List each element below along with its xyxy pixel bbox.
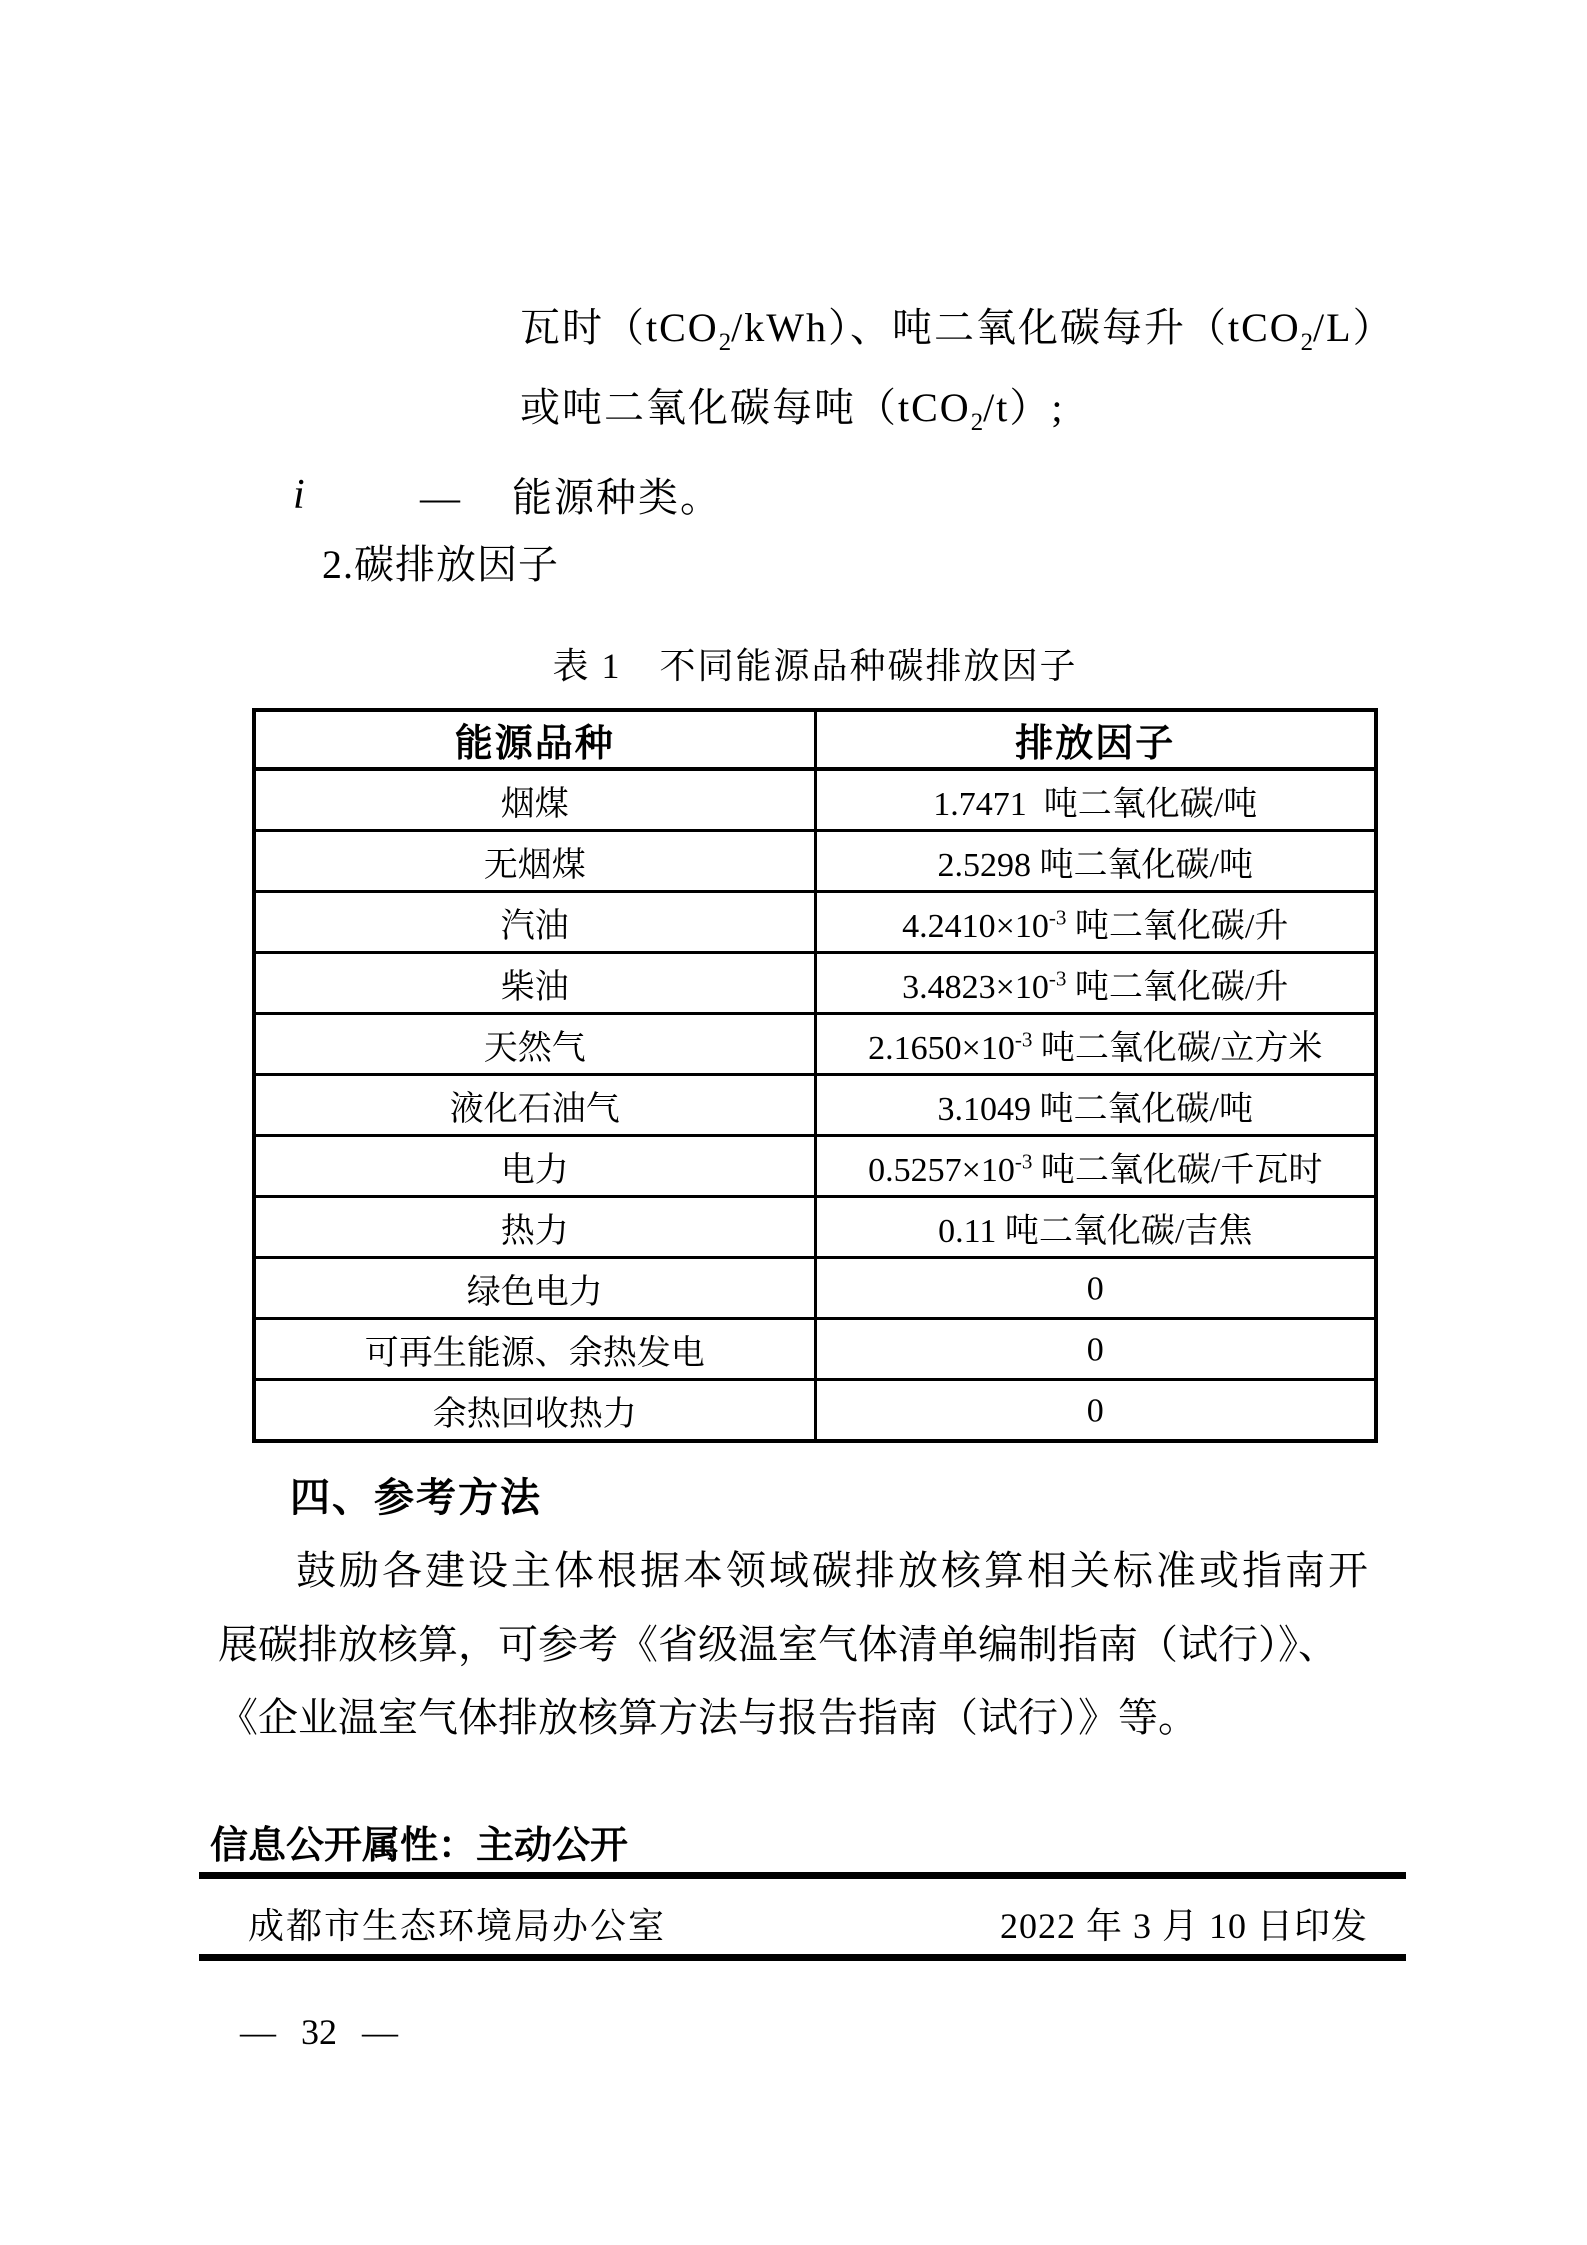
intro-line-1-text: /kWh）、吨二氧化碳每升（tCO — [731, 305, 1301, 350]
issuing-office: 成都市生态环境局办公室 — [248, 1906, 667, 1946]
factor-cell — [815, 769, 1376, 831]
page-number: — 32 — — [240, 2012, 398, 2052]
energy-cell: 烟煤 — [254, 769, 815, 831]
section-2-heading: 2.碳排放因子 — [322, 542, 559, 587]
factor-value: 2.5298 吨二氧化碳/吨 — [937, 846, 1253, 884]
paragraph-line-2: 展碳排放核算，可参考《省级温室气体清单编制指南（试行）》、 — [218, 1622, 1338, 1667]
energy-cell: 天然气 — [254, 1014, 815, 1075]
factor-cell — [815, 1014, 1376, 1075]
table-row — [254, 1197, 1376, 1258]
disclosure-attribute-line — [210, 1827, 628, 1865]
paragraph-line-1: 鼓励各建设主体根据本领域碳排放核算相关标准或指南开 — [296, 1548, 1371, 1593]
factor-cell — [815, 1380, 1376, 1442]
factor-cell — [815, 953, 1376, 1014]
factor-cell — [815, 1197, 1376, 1258]
intro-line-2-text: 或吨二氧化碳每吨（tCO — [520, 385, 971, 430]
factor-value: 3.4823×10 — [902, 968, 1049, 1006]
intro-line-1 — [520, 305, 1395, 356]
energy-cell: 柴油 — [254, 953, 815, 1014]
table-row — [254, 831, 1376, 892]
table-row — [254, 1380, 1376, 1442]
variable-definition: 能源种类。 — [512, 475, 722, 520]
factor-unit: 吨二氧化碳/升 — [1066, 968, 1289, 1006]
energy-cell: 汽油 — [254, 892, 815, 953]
energy-type-header: 能源品种 — [254, 710, 815, 769]
table-row — [254, 1014, 1376, 1075]
co2-subscript: 2 — [718, 329, 732, 356]
table-row — [254, 1319, 1376, 1380]
energy-cell: 余热回收热力 — [254, 1380, 815, 1442]
footer-rule-bottom — [199, 1954, 1406, 1961]
footer-rule-top — [199, 1872, 1406, 1879]
variable-symbol: i — [293, 472, 305, 518]
table-header-row — [254, 710, 1376, 769]
factor-value: 4.2410×10 — [902, 907, 1049, 945]
disclosure-attribute-value: 主动公开 — [476, 1825, 629, 1867]
factor-unit: 吨二氧化碳/升 — [1066, 907, 1289, 945]
factor-value: 2.1650×10 — [868, 1029, 1015, 1067]
table-row — [254, 769, 1376, 831]
paragraph-line-3: 《企业温室气体排放核算方法与报告指南（试行）》等。 — [218, 1695, 1198, 1740]
factor-value: 0 — [1086, 1331, 1104, 1369]
section-4-heading: 四、参考方法 — [290, 1476, 542, 1520]
energy-cell: 电力 — [254, 1136, 815, 1197]
factor-value: 0.11 吨二氧化碳/吉焦 — [938, 1212, 1253, 1250]
factor-cell — [815, 1319, 1376, 1380]
factor-value: 0 — [1086, 1270, 1104, 1308]
factor-exponent: -3 — [1048, 966, 1067, 991]
definition-dash: — — [420, 475, 460, 520]
table-row — [254, 1075, 1376, 1136]
emission-factor-header: 排放因子 — [815, 710, 1376, 769]
factor-cell — [815, 892, 1376, 953]
factor-value: 3.1049 吨二氧化碳/吨 — [937, 1090, 1253, 1128]
factor-value: 0 — [1086, 1392, 1104, 1430]
factor-value: 1.7471 吨二氧化碳/吨 — [933, 785, 1258, 823]
table-row — [254, 1258, 1376, 1319]
factor-exponent: -3 — [1014, 1149, 1033, 1174]
energy-cell: 无烟煤 — [254, 831, 815, 892]
co2-subscript: 2 — [1300, 329, 1314, 356]
factor-cell — [815, 1136, 1376, 1197]
factor-cell — [815, 1258, 1376, 1319]
issue-date: 2022 年 3 月 10 日印发 — [999, 1906, 1368, 1946]
factor-exponent: -3 — [1014, 1027, 1033, 1052]
factor-cell — [815, 831, 1376, 892]
table-caption: 表 1 不同能源品种碳排放因子 — [552, 646, 1078, 686]
table-row — [254, 1136, 1376, 1197]
factor-unit: 吨二氧化碳/立方米 — [1032, 1029, 1323, 1067]
factor-unit: 吨二氧化碳/千瓦时 — [1032, 1151, 1323, 1189]
energy-cell: 热力 — [254, 1197, 815, 1258]
energy-cell: 可再生能源、余热发电 — [254, 1319, 815, 1380]
co2-subscript: 2 — [970, 409, 984, 436]
disclosure-attribute-label: 信息公开属性： — [210, 1825, 477, 1867]
energy-cell: 绿色电力 — [254, 1258, 815, 1319]
intro-line-1-text: 瓦时（tCO — [520, 305, 719, 350]
factor-value: 0.5257×10 — [868, 1151, 1015, 1189]
intro-line-1-text: /L） — [1313, 305, 1395, 350]
table-row — [254, 892, 1376, 953]
intro-line-2 — [520, 385, 1065, 436]
emission-factor-table — [252, 708, 1378, 1443]
table-row — [254, 953, 1376, 1014]
intro-line-2-text: /t）; — [983, 385, 1065, 430]
factor-exponent: -3 — [1048, 905, 1067, 930]
energy-cell: 液化石油气 — [254, 1075, 815, 1136]
factor-cell — [815, 1075, 1376, 1136]
